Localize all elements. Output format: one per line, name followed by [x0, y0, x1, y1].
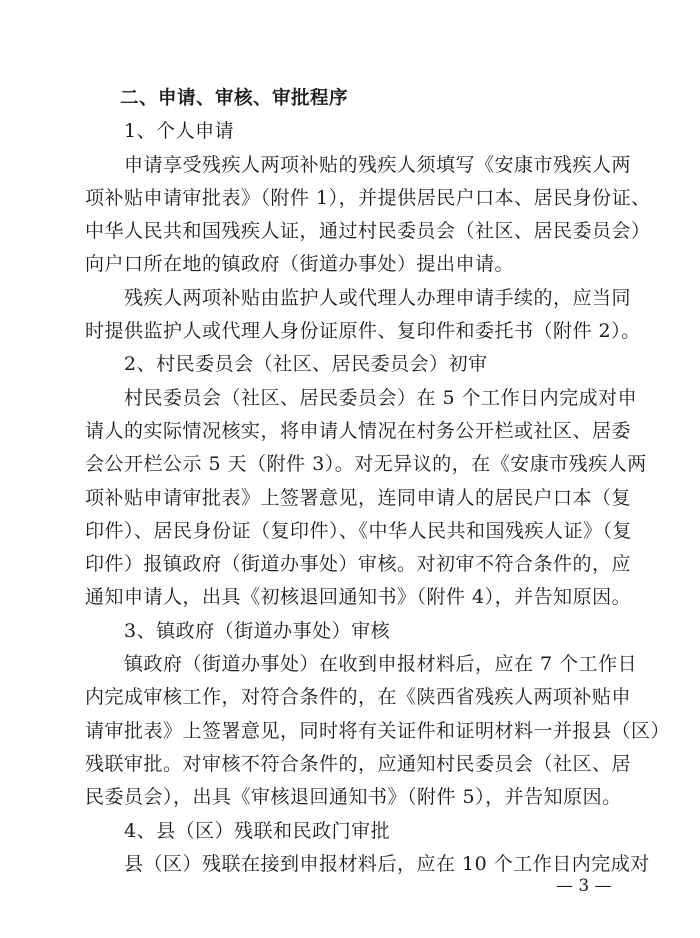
subsection-heading: 1、个人申请: [124, 120, 235, 143]
paragraph-line: 向户口所在地的镇政府（街道办事处）提出申请。: [85, 253, 515, 276]
paragraph-line: 请审批表》上签署意见，同时将有关证件和证明材料一并报县（区）: [85, 719, 671, 742]
paragraph-line: 申请享受残疾人两项补贴的残疾人须填写《安康市残疾人两: [124, 153, 632, 176]
paragraph-line: 县（区）残联在接到申报材料后，应在 10 个工作日内完成对: [124, 852, 650, 875]
paragraph-line: 村民委员会（社区、居民委员会）在 5 个工作日内完成对申: [124, 386, 638, 409]
paragraph-line: 时提供监护人或代理人身份证原件、复印件和委托书（附件 2）。: [85, 320, 641, 343]
paragraph-line: 请人的实际情况核实，将申请人情况在村务公开栏或社区、居委: [85, 419, 632, 442]
paragraph-line: 内完成审核工作，对符合条件的，在《陕西省残疾人两项补贴申: [85, 686, 632, 709]
paragraph-line: 通知申请人，出具《初核退回通知书》（附件 4），并告知原因。: [85, 586, 632, 609]
paragraph-line: 项补贴申请审批表》上签署意见，连同申请人的居民户口本（复: [85, 486, 632, 509]
paragraph-line: 中华人民共和国残疾人证，通过村民委员会（社区、居民委员会）: [85, 220, 651, 243]
paragraph-line: 会公开栏公示 5 天（附件 3）。对无异议的，在《安康市残疾人两: [85, 453, 647, 476]
page-number: — 3 —: [556, 876, 612, 896]
subsection-heading: 3、镇政府（街道办事处）审核: [124, 619, 391, 642]
paragraph-line: 印件）、居民身份证（复印件）、《中华人民共和国残疾人证》（复: [85, 519, 633, 542]
paragraph-line: 残疾人两项补贴由监护人或代理人办理申请手续的，应当同: [124, 286, 632, 309]
subsection-heading: 4、县（区）残联和民政门审批: [124, 819, 391, 842]
subsection-heading: 2、村民委员会（社区、居民委员会）初审: [124, 353, 488, 376]
paragraph-line: 镇政府（街道办事处）在收到申报材料后，应在 7 个工作日: [124, 653, 638, 676]
paragraph-line: 印件）报镇政府（街道办事处）审核。对初审不符合条件的，应: [85, 553, 632, 576]
paragraph-line: 残联审批。对审核不符合条件的，应通知村民委员会（社区、居: [85, 752, 632, 775]
document-body: [85, 82, 671, 881]
paragraph-line: 民委员会），出具《审核退回通知书》（附件 5），并告知原因。: [85, 786, 622, 809]
section-heading: 二、申请、审核、审批程序: [120, 88, 349, 109]
paragraph-line: 项补贴申请审批表》（附件 1），并提供居民户口本、居民身份证、: [85, 186, 651, 209]
